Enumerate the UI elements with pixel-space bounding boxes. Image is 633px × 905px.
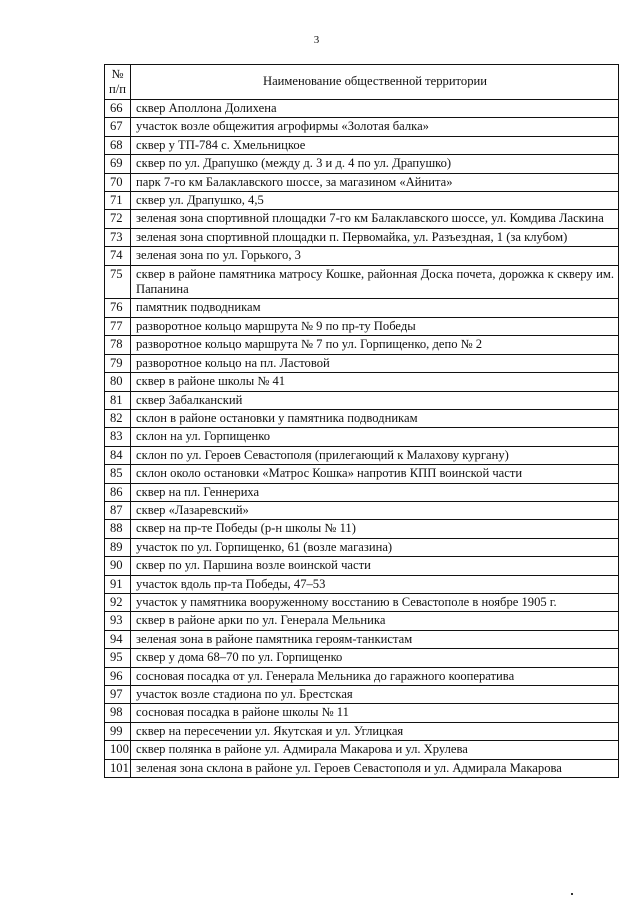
row-number: 89 [105,538,131,556]
table-row [105,210,619,228]
scan-speck [571,893,573,895]
row-number: 98 [105,704,131,722]
row-number: 97 [105,686,131,704]
table-row [105,299,619,317]
table-row [105,575,619,593]
territory-name: сосновая посадка от ул. Генерала Мельника до гаражного кооператива [131,667,619,685]
table-row [105,136,619,154]
table-row [105,155,619,173]
row-number: 88 [105,520,131,538]
row-number: 81 [105,391,131,409]
territory-name: сосновая посадка в районе школы № 11 [131,704,619,722]
table-row [105,741,619,759]
territory-name: сквер Аполлона Долихена [131,100,619,118]
row-number: 82 [105,409,131,427]
territory-name: разворотное кольцо маршрута № 7 по ул. Горпищенко, депо № 2 [131,336,619,354]
column-header-number-line1: № [111,67,124,81]
table-row [105,409,619,427]
table-row [105,686,619,704]
row-number: 74 [105,247,131,265]
row-number: 68 [105,136,131,154]
territory-name: участок возле стадиона по ул. Брестская [131,686,619,704]
table-row [105,100,619,118]
table-row [105,228,619,246]
row-number: 99 [105,722,131,740]
table-row [105,722,619,740]
territory-name: зеленая зона в районе памятника героям-танкистам [131,630,619,648]
table-row [105,265,619,299]
row-number: 80 [105,373,131,391]
row-number: 71 [105,192,131,210]
page-number: 3 [313,34,320,46]
table-row [105,630,619,648]
territory-name: сквер полянка в районе ул. Адмирала Макарова и ул. Хрулева [131,741,619,759]
table-row [105,538,619,556]
table-row [105,520,619,538]
territory-name: участок возле общежития агрофирмы «Золотая балка» [131,118,619,136]
table-row [105,247,619,265]
column-header-name: Наименование общественной территории [131,65,619,100]
table-body [105,100,619,778]
territory-name: участок вдоль пр-та Победы, 47–53 [131,575,619,593]
territory-name: парк 7-го км Балаклавского шоссе, за магазином «Айнита» [131,173,619,191]
table-row [105,336,619,354]
row-number: 75 [105,265,131,299]
row-number: 67 [105,118,131,136]
table-row [105,501,619,519]
table-row [105,354,619,372]
row-number: 73 [105,228,131,246]
territory-name: сквер по ул. Паршина возле воинской части [131,557,619,575]
territories-table [104,64,619,778]
row-number: 100 [105,741,131,759]
territory-name: зеленая зона спортивной площадки п. Первомайка, ул. Разъездная, 1 (за клубом) [131,228,619,246]
column-header-number [105,65,131,100]
territory-name: зеленая зона спортивной площадки 7-го км Балаклавского шоссе, ул. Комдива Ласкина [131,210,619,228]
territory-name: сквер у ТП-784 с. Хмельницкое [131,136,619,154]
table-row [105,593,619,611]
row-number: 66 [105,100,131,118]
table-row [105,317,619,335]
territory-name: сквер на пл. Геннериха [131,483,619,501]
row-number: 70 [105,173,131,191]
row-number: 76 [105,299,131,317]
row-number: 78 [105,336,131,354]
territory-name: сквер на пр-те Победы (р-н школы № 11) [131,520,619,538]
territory-name: сквер в районе арки по ул. Генерала Мельника [131,612,619,630]
table-row [105,557,619,575]
table-row [105,428,619,446]
column-header-number-line2: п/п [109,82,126,96]
territory-name: склон на ул. Горпищенко [131,428,619,446]
row-number: 69 [105,155,131,173]
row-number: 92 [105,593,131,611]
territory-name: зеленая зона склона в районе ул. Героев Севастополя и ул. Адмирала Макарова [131,759,619,777]
territory-name: сквер в районе памятника матросу Кошке, районная Доска почета, дорожка к скверу им. Папанина [131,265,619,299]
table-row [105,649,619,667]
row-number: 72 [105,210,131,228]
territory-name: склон по ул. Героев Севастополя (прилегающий к Малахову кургану) [131,446,619,464]
territory-name: разворотное кольцо маршрута № 9 по пр-ту Победы [131,317,619,335]
table-row [105,465,619,483]
row-number: 84 [105,446,131,464]
table-row [105,391,619,409]
territory-name: сквер по ул. Драпушко (между д. 3 и д. 4 по ул. Драпушко) [131,155,619,173]
table-row [105,192,619,210]
table-row [105,446,619,464]
table-header-row [105,65,619,100]
row-number: 77 [105,317,131,335]
table-row [105,483,619,501]
table-row [105,704,619,722]
row-number: 79 [105,354,131,372]
territory-name: сквер у дома 68–70 по ул. Горпищенко [131,649,619,667]
table-row [105,759,619,777]
territory-name: сквер в районе школы № 41 [131,373,619,391]
territory-name: разворотное кольцо на пл. Ластовой [131,354,619,372]
territory-name: участок по ул. Горпищенко, 61 (возле магазина) [131,538,619,556]
territory-name: сквер ул. Драпушко, 4,5 [131,192,619,210]
row-number: 94 [105,630,131,648]
territory-name: зеленая зона по ул. Горького, 3 [131,247,619,265]
row-number: 86 [105,483,131,501]
row-number: 101 [105,759,131,777]
table-row [105,373,619,391]
territory-name: памятник подводникам [131,299,619,317]
territory-name: склон около остановки «Матрос Кошка» напротив КПП воинской части [131,465,619,483]
table-row [105,667,619,685]
territory-name: сквер Забалканский [131,391,619,409]
table-row [105,173,619,191]
territory-name: сквер на пересечении ул. Якутская и ул. Углицкая [131,722,619,740]
row-number: 93 [105,612,131,630]
territory-name: сквер «Лазаревский» [131,501,619,519]
row-number: 95 [105,649,131,667]
row-number: 87 [105,501,131,519]
row-number: 96 [105,667,131,685]
row-number: 91 [105,575,131,593]
table-row [105,118,619,136]
table-row [105,612,619,630]
territory-name: склон в районе остановки у памятника подводникам [131,409,619,427]
row-number: 85 [105,465,131,483]
territory-name: участок у памятника вооруженному восстанию в Севастополе в ноябре 1905 г. [131,593,619,611]
row-number: 90 [105,557,131,575]
row-number: 83 [105,428,131,446]
